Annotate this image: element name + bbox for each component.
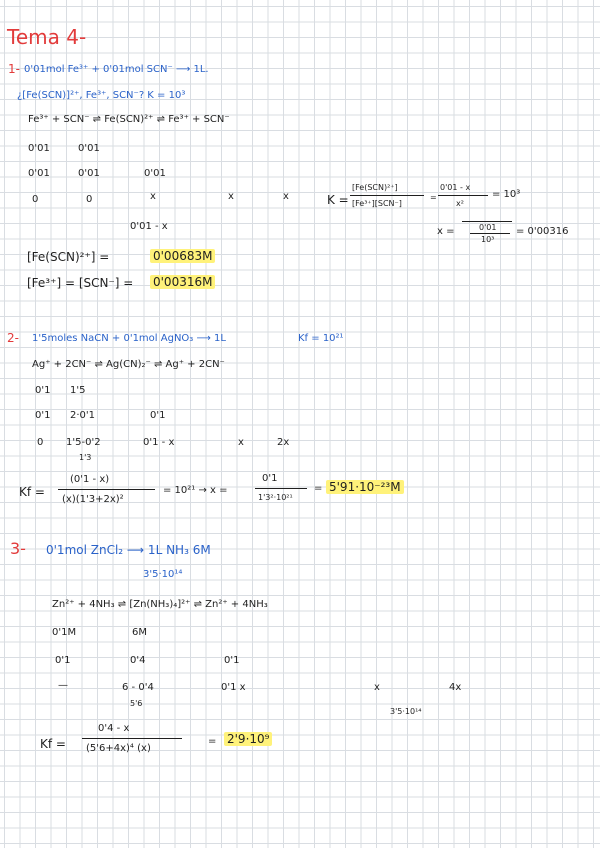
p3-row2-c: 0'1 — [224, 655, 240, 666]
p3-row4-d: 3'5·10¹⁴ — [390, 707, 422, 716]
p2-row3-d: x — [238, 437, 244, 448]
problem-2-number: 2- — [7, 331, 19, 345]
p1-sqrt-denominator: 10³ — [481, 235, 495, 244]
p1-sqrt-numerator: 0'01 — [479, 223, 497, 232]
p2-kf-label: Kf = — [19, 485, 45, 499]
p2-answer: 5'91·10⁻²³M — [326, 480, 404, 494]
p3-row3-c: 0'1 x — [221, 682, 246, 693]
problem-3-sub: 3'5·10¹⁴ — [143, 569, 183, 580]
problem-3-reaction: Zn²⁺ + 4NH₃ ⇌ [Zn(NH₃)₄]²⁺ ⇌ Zn²⁺ + 4NH₃ — [52, 599, 268, 610]
p1-row1-b: 0'01 — [78, 143, 100, 154]
p3-kf-denominator: (5'6+4x)⁴ (x) — [86, 743, 151, 754]
p3-equals: = — [208, 736, 217, 747]
p2-kf-numerator: (0'1 - x) — [70, 474, 110, 485]
p3-row3-e: 4x — [449, 682, 462, 693]
p1-k-denominator: [Fe³⁺][SCN⁻] — [352, 199, 402, 208]
p3-row1-a: 0'1M — [52, 627, 77, 638]
p1-row4: 0'01 - x — [130, 221, 168, 232]
problem-1-question: ¿[Fe(SCN)]²⁺, Fe³⁺, SCN⁻? K = 10³ — [17, 90, 186, 101]
p2-row4-b: 1'3 — [79, 453, 92, 462]
p1-row2-b: 0'01 — [78, 168, 100, 179]
problem-3-number: 3- — [10, 539, 26, 558]
p2-row3-c: 0'1 - x — [143, 437, 175, 448]
p3-row1-b: 6M — [132, 627, 147, 638]
page-title: Tema 4- — [7, 25, 87, 49]
problem-2-kf: Kf = 10²¹ — [298, 333, 344, 344]
p2-x-denominator: 1'3²·10²¹ — [258, 493, 293, 502]
p2-x-numerator: 0'1 — [262, 473, 278, 484]
problem-1-reaction: Fe³⁺ + SCN⁻ ⇌ Fe(SCN)²⁺ ⇌ Fe³⁺ + SCN⁻ — [28, 114, 230, 125]
p1-k-numerator: [Fe(SCN)²⁺] — [352, 183, 398, 192]
p1-row3-e: x — [283, 191, 289, 202]
p1-x-label: x = — [437, 226, 455, 237]
p2-row3-a: 0 — [37, 437, 44, 448]
p2-row3-b: 1'5-0'2 — [66, 437, 101, 448]
p3-row4-b: 5'6 — [130, 699, 143, 708]
problem-1-number: 1- — [8, 62, 20, 76]
p2-row2-c: 0'1 — [150, 410, 166, 421]
p2-row2-b: 2·0'1 — [70, 410, 96, 421]
p2-equals: = — [314, 483, 323, 494]
p1-row1-a: 0'01 — [28, 143, 50, 154]
p3-kf-numerator: 0'4 - x — [98, 723, 130, 734]
p1-row3-c: x — [150, 191, 156, 202]
p3-row3-a: — — [58, 680, 68, 691]
p2-row1-a: 0'1 — [35, 385, 51, 396]
p1-row2-a: 0'01 — [28, 168, 50, 179]
p3-row3-d: x — [374, 682, 380, 693]
p3-row2-b: 0'4 — [130, 655, 146, 666]
p3-kf-label: Kf = — [40, 737, 66, 751]
problem-3-statement: 0'1mol ZnCl₂ ⟶ 1L NH₃ 6M — [46, 543, 211, 557]
p2-row1-b: 1'5 — [70, 385, 86, 396]
p1-answer-1: 0'00683M — [150, 249, 215, 263]
p1-answer-2: 0'00316M — [150, 275, 215, 289]
p1-answer-1-label: [Fe(SCN)²⁺] = — [27, 250, 110, 264]
p1-x-value: = 0'00316 — [516, 226, 569, 237]
p1-answer-2-label: [Fe³⁺] = [SCN⁻] = — [27, 276, 134, 290]
p1-row3-d: x — [228, 191, 234, 202]
problem-1-statement: 0'01mol Fe³⁺ + 0'01mol SCN⁻ ⟶ 1L. — [24, 64, 209, 75]
p1-row3-a: 0 — [32, 194, 39, 205]
p2-kf-denominator: (x)(1'3+2x)² — [62, 494, 124, 505]
p3-row2-a: 0'1 — [55, 655, 71, 666]
p2-row3-e: 2x — [277, 437, 290, 448]
p1-row2-c: 0'01 — [144, 168, 166, 179]
p1-row3-b: 0 — [86, 194, 93, 205]
p1-k-numerator-2: 0'01 - x — [440, 183, 471, 192]
p3-answer: 2'9·10⁹ — [224, 732, 272, 746]
p3-row3-b: 6 - 0'4 — [122, 682, 154, 693]
p1-k-equals: = 10³ — [492, 189, 521, 200]
p1-k-label: K = — [327, 193, 349, 207]
problem-2-reaction: Ag⁺ + 2CN⁻ ⇌ Ag(CN)₂⁻ ⇌ Ag⁺ + 2CN⁻ — [32, 359, 225, 370]
problem-2-statement: 1'5moles NaCN + 0'1mol AgNO₃ ⟶ 1L — [32, 333, 226, 344]
p2-row2-a: 0'1 — [35, 410, 51, 421]
p2-kf-equals: = 10²¹ → x = — [163, 485, 228, 496]
p1-k-denominator-2: x² — [456, 199, 464, 208]
